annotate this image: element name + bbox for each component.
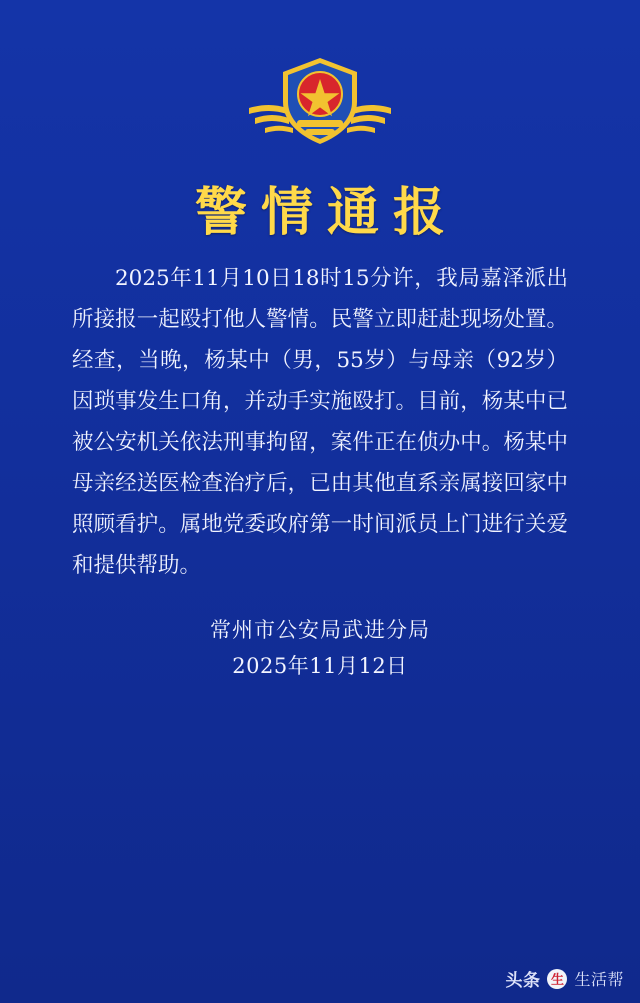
shenghuobang-badge-icon: 生 xyxy=(547,969,567,989)
emblem-container xyxy=(0,52,640,148)
notice-body-paragraph: 2025年11月10日18时15分许，我局嘉泽派出所接报一起殴打他人警情。民警立即赶赴现场处置。经查，当晚，杨某中（男，55岁）与母亲（92岁）因琐事发生口角，并动手实施殴打。目前，杨某中已被公安机关依法刑事拘留，案件正在侦办中。杨某中母亲经送医检查治疗后，已由其他直系亲属接回家中照顾看护。属地党委政府第一时间派员上门进行关爱和提供帮助。 xyxy=(72,266,568,578)
issuing-organization: 常州市公安局武进分局 xyxy=(210,618,430,642)
watermark xyxy=(505,966,624,991)
notice-body xyxy=(72,258,568,586)
watermark-label: 生活帮 xyxy=(574,972,624,989)
signature-block xyxy=(72,612,568,684)
page-title: 警情通报 xyxy=(194,182,459,243)
issue-date: 2025年11月12日 xyxy=(232,654,408,678)
toutiao-logo: 头条 xyxy=(505,971,541,990)
police-emblem-icon xyxy=(245,52,395,148)
